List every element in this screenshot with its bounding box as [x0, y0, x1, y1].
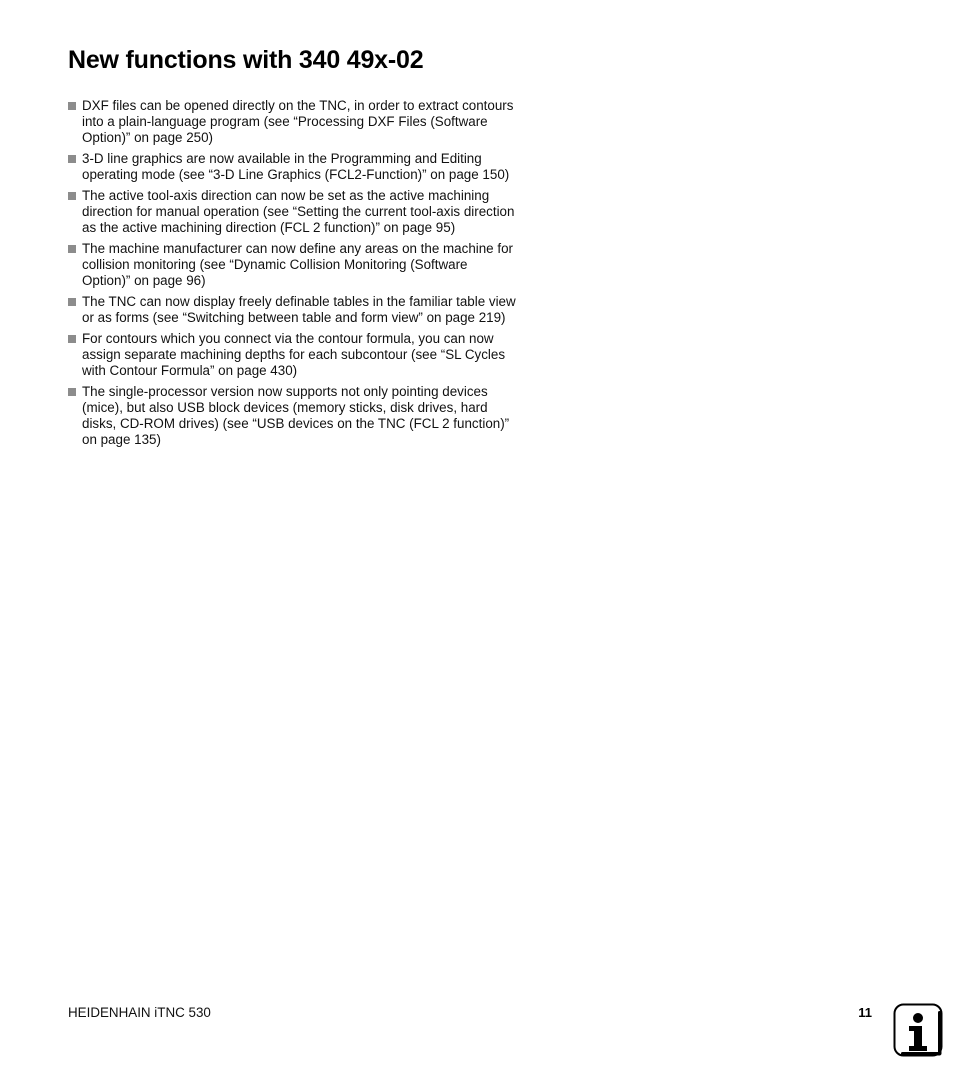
square-bullet-icon	[68, 245, 76, 253]
list-item	[68, 98, 516, 146]
list-item-text: DXF files can be opened directly on the TNC, in order to extract contours into a plain-language program (see “Processing DXF Files (Software Option)” on page 250)	[82, 98, 514, 145]
square-bullet-icon	[68, 102, 76, 110]
square-bullet-icon	[68, 335, 76, 343]
list-item	[68, 151, 516, 183]
footer-product-name: HEIDENHAIN iTNC 530	[68, 1005, 211, 1020]
square-bullet-icon	[68, 388, 76, 396]
list-item	[68, 188, 516, 236]
info-icon	[893, 1003, 943, 1057]
list-item	[68, 294, 516, 326]
square-bullet-icon	[68, 192, 76, 200]
list-item-text: 3-D line graphics are now available in the Programming and Editing operating mode (see “3-D Line Graphics (FCL2-Function)” on page 150)	[82, 151, 510, 182]
list-item-text: The TNC can now display freely definable tables in the familiar table view or as forms (see “Switching between table and form view” on page 219)	[82, 294, 516, 325]
bullet-list	[68, 98, 516, 453]
square-bullet-icon	[68, 155, 76, 163]
list-item-text: For contours which you connect via the contour formula, you can now assign separate machining depths for each subcontour (see “SL Cycles with Contour Formula” on page 430)	[82, 331, 506, 378]
list-item-text: The active tool-axis direction can now be set as the active machining direction for manual operation (see “Setting the current tool-axis direction as the active machining direction (FCL 2 function)” on page 95)	[82, 188, 515, 235]
list-item-text: The machine manufacturer can now define any areas on the machine for collision monitoring (see “Dynamic Collision Monitoring (Software Option)” on page 96)	[82, 241, 513, 288]
list-item	[68, 241, 516, 289]
list-item-text: The single-processor version now supports not only pointing devices (mice), but also USB block devices (memory sticks, disk drives, hard disks, CD-ROM drives) (see “USB devices on the TNC (FCL 2 function)” on page 135)	[82, 384, 510, 447]
list-item	[68, 384, 516, 448]
page-title: New functions with 340 49x-02	[68, 46, 424, 74]
page-number: 11	[858, 1005, 872, 1020]
square-bullet-icon	[68, 298, 76, 306]
list-item	[68, 331, 516, 379]
